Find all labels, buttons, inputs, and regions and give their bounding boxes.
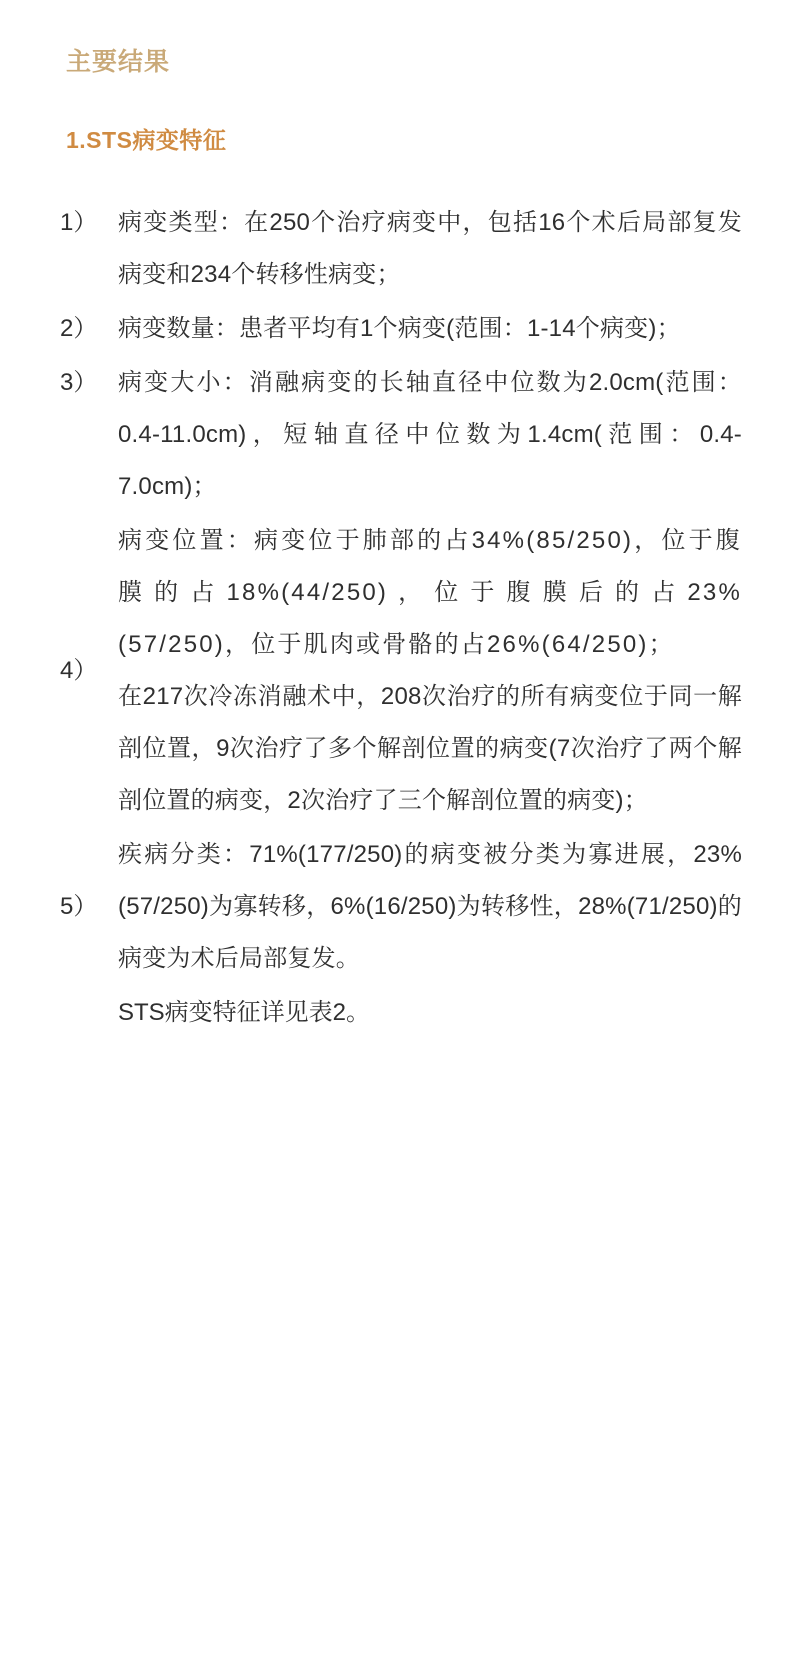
list-item [60, 829, 742, 985]
list-item-marker: 4） [60, 657, 98, 684]
page-title: 主要结果 [66, 48, 171, 76]
list-item-extra-text: 在217次冷冻消融术中，208次治疗的所有病变位于同一解剖位置，9次治疗了多个解剖位置的病变(7次治疗了两个解剖位置的病变，2次治疗了三个解剖位置的病变)； [118, 683, 742, 814]
list-item [60, 303, 742, 355]
list-item-text: 病变位置：病变位于肺部的占34%(85/250)，位于腹膜的占18%(44/250)，位于腹膜后的占23%(57/250)，位于肌肉或骨骼的占26%(64/250)； [118, 527, 742, 658]
list-item-marker: 3） [60, 369, 98, 396]
subsection-title: 1.STS病变特征 [66, 127, 227, 153]
list-item-text: 病变类型：在250个治疗病变中，包括16个术后局部复发病变和234个转移性病变； [118, 209, 742, 288]
list-item-text: 疾病分类：71%(177/250)的病变被分类为寡进展，23%(57/250)为寡转移，6%(16/250)为转移性，28%(71/250)的病变为术后局部复发。 [118, 841, 742, 972]
list-item-body [118, 515, 742, 827]
list-item [60, 197, 742, 301]
list-item-marker: 5） [60, 893, 98, 920]
list-item-text: 病变数量：患者平均有1个病变(范围：1-14个病变)； [118, 315, 681, 342]
findings-list [60, 197, 742, 1039]
list-item-text: 病变大小：消融病变的长轴直径中位数为2.0cm(范围：0.4-11.0cm)，短轴直径中位数为1.4cm(范围：0.4-7.0cm)； [118, 369, 742, 500]
list-item [60, 357, 742, 513]
list-item-marker: 1） [60, 209, 98, 236]
list-item [60, 515, 742, 827]
closing-note: STS病变特征详见表2。 [118, 999, 371, 1026]
list-item-marker: 2） [60, 315, 98, 342]
